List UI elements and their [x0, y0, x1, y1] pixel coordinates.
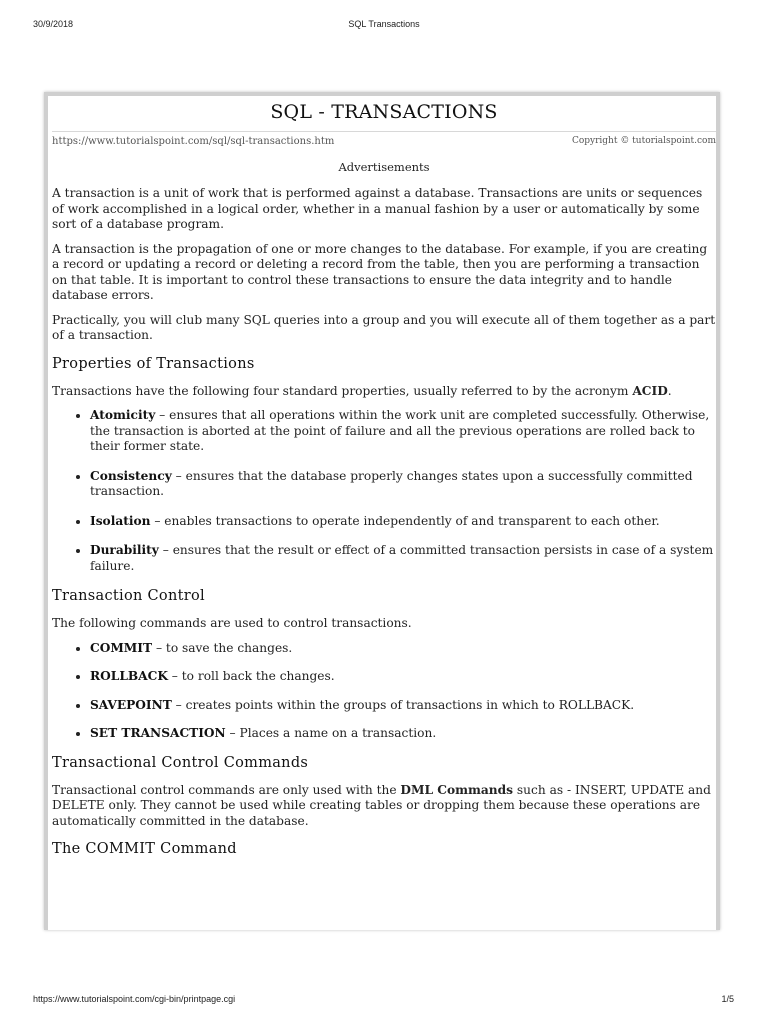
intro-paragraph-1: A transaction is a unit of work that is performed against a database. Transactions are units or sequences of work accomplished in a logical order, whether in a manual fashion by a user or automatically by some sort of a database program. — [52, 186, 703, 231]
list-item-consistency: • Consistency – ensures that the database properly changes states upon a successfully committed transaction. — [90, 469, 716, 500]
url-row — [52, 131, 716, 150]
transaction-control-heading: Transaction Control — [52, 588, 205, 604]
advertisements-label: Advertisements — [338, 160, 430, 174]
list-item-atomicity: • Atomicity – ensures that all operations within the work unit are completed successfully. Otherwise, the transaction is aborted at the point of failure and all the previous operations are rolled back to their former state. — [90, 408, 716, 455]
properties-heading: Properties of Transactions — [52, 355, 255, 372]
article — [52, 96, 716, 930]
list-item-savepoint: • SAVEPOINT – creates points within the groups of transactions in which to ROLLBACK. — [90, 698, 716, 714]
properties-intro: Transactions have the following four standard properties, usually referred to by the acronym ACID. — [52, 383, 672, 398]
list-item-durability: • Durability – ensures that the result or effect of a committed transaction persists in case of a system failure. — [90, 543, 716, 574]
intro-paragraph-3: Practically, you will club many SQL queries into a group and you will execute all of them together as a part of a transaction. — [52, 312, 716, 342]
list-item-set-transaction: • SET TRANSACTION – Places a name on a transaction. — [90, 726, 716, 742]
page-number: 1/5 — [721, 994, 734, 1004]
print-header — [0, 19, 768, 31]
footer-url: https://www.tutorialspoint.com/cgi-bin/printpage.cgi — [33, 994, 236, 1004]
print-footer — [0, 994, 768, 1006]
transaction-control-intro: The following commands are used to control transactions. — [52, 616, 412, 630]
transactional-control-commands-heading: Transactional Control Commands — [52, 754, 309, 771]
copyright-text: Copyright © tutorialspoint.com — [571, 136, 716, 146]
list-item-rollback: • ROLLBACK – to roll back the changes. — [90, 669, 716, 685]
transactional-control-commands-text: Transactional control commands are only used with the DML Commands such as - INSERT, UPDATE and DELETE only. They cannot be used while creating tables or dropping them because these operations are automatically committed in the database. — [52, 782, 711, 828]
page-title: SQL - TRANSACTIONS — [270, 101, 498, 123]
print-date: 30/9/2018 — [33, 19, 74, 29]
acid-list — [52, 408, 716, 574]
source-url-link[interactable]: https://www.tutorialspoint.com/sql/sql-transactions.htm — [52, 136, 335, 147]
list-item-isolation: • Isolation – enables transactions to operate independently of and transparent to each other. — [90, 514, 716, 530]
print-title: SQL Transactions — [348, 19, 420, 29]
control-commands-list — [52, 641, 716, 742]
commit-command-heading: The COMMIT Command — [52, 841, 237, 857]
intro-paragraph-2: A transaction is the propagation of one or more changes to the database. For example, if you are creating a record or updating a record or deleting a record from the table, then you are performing a transaction on that table. It is important to control these transactions to ensure the data integrity and to handle database errors. — [52, 241, 708, 302]
list-item-commit: • COMMIT – to save the changes. — [90, 641, 716, 657]
